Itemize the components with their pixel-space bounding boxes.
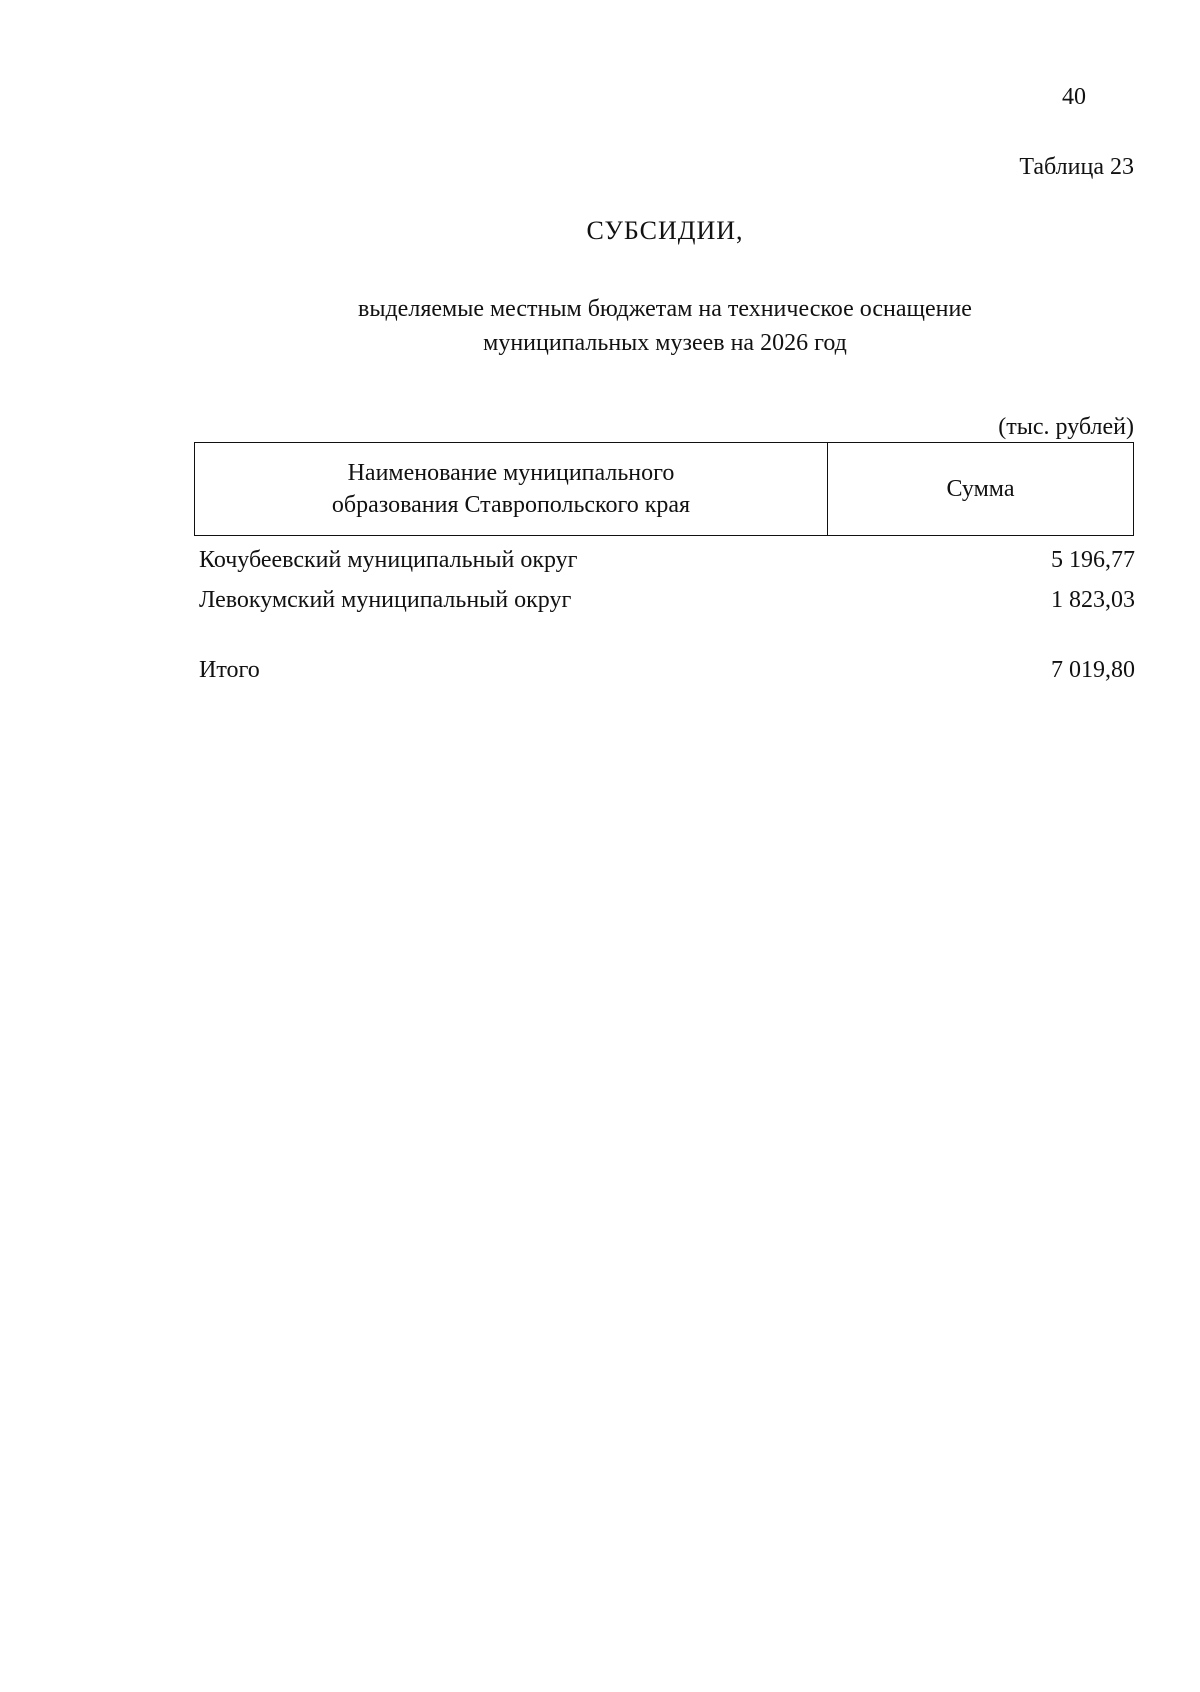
- row-amount: 5 196,77: [1051, 547, 1135, 573]
- row-name: Кочубеевский муниципальный округ: [199, 547, 578, 573]
- table-label: Таблица 23: [1019, 154, 1134, 180]
- subtitle-line: выделяемые местным бюджетам на техническое оснащение: [358, 296, 972, 322]
- header-cell-amount: Сумма: [828, 443, 1134, 536]
- table-header: [194, 442, 1134, 536]
- total-amount: 7 019,80: [1051, 657, 1135, 683]
- header-name-line: образования Ставропольского края: [331, 492, 691, 518]
- row-amount: 1 823,03: [1051, 587, 1135, 613]
- header-name-line: Наименование муниципального: [347, 460, 675, 486]
- header-row: [195, 443, 1134, 536]
- page-number: 40: [1062, 84, 1086, 110]
- table-row: [199, 540, 1135, 580]
- table-body: [199, 540, 1135, 690]
- total-label: Итого: [199, 657, 260, 683]
- document-subtitle: [0, 292, 1200, 360]
- total-row: [199, 650, 1135, 690]
- row-name: Левокумский муниципальный округ: [199, 587, 572, 613]
- document-title: СУБСИДИИ,: [586, 216, 744, 245]
- units-label: (тыс. рублей): [998, 414, 1134, 440]
- subtitle-line: муниципальных музеев на 2026 год: [483, 330, 847, 356]
- header-cell-name: [195, 443, 828, 536]
- table-row: [199, 580, 1135, 620]
